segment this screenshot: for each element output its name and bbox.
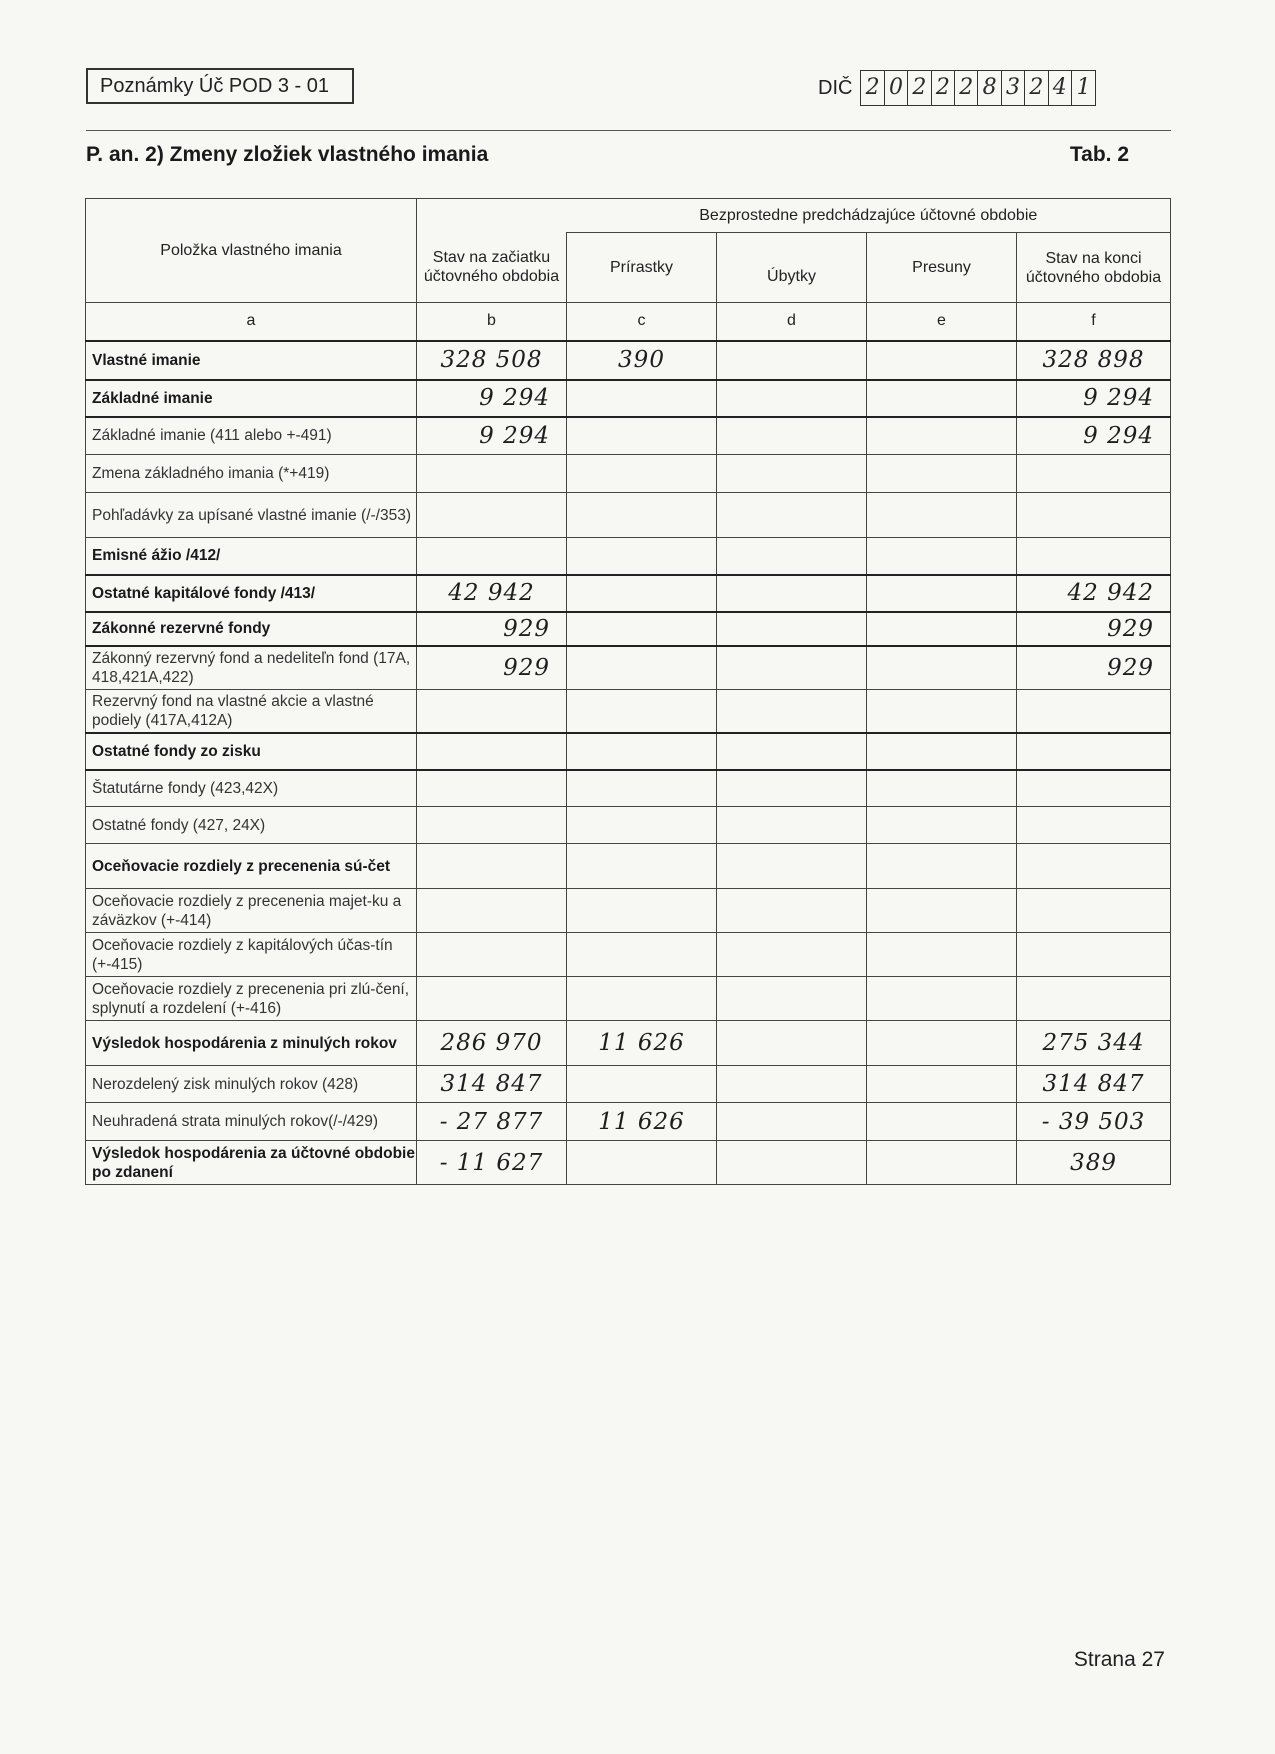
cell-reductions <box>717 612 867 646</box>
table-row <box>86 690 1171 733</box>
cell-start <box>417 770 567 807</box>
table-row <box>86 646 1171 690</box>
cell-transfers <box>867 690 1017 733</box>
cell-end: 314 847 <box>1017 1066 1171 1103</box>
cell-reductions <box>717 538 867 575</box>
row-label: Pohľadávky za upísané vlastné imanie (/-/353) <box>86 493 417 538</box>
cell-end <box>1017 977 1171 1021</box>
table-row <box>86 844 1171 889</box>
cell-reductions <box>717 1141 867 1185</box>
cell-reductions <box>717 733 867 770</box>
cell-transfers <box>867 612 1017 646</box>
header-group: Bezprostedne predchádzajúce účtovné obdobie <box>567 199 1171 233</box>
cell-start: 9 294 <box>417 380 567 417</box>
cell-additions <box>567 770 717 807</box>
cell-start <box>417 690 567 733</box>
cell-transfers <box>867 1021 1017 1066</box>
row-label: Ostatné fondy (427, 24X) <box>86 807 417 844</box>
cell-additions <box>567 612 717 646</box>
cell-reductions <box>717 770 867 807</box>
dic-digit: 0 <box>885 71 908 105</box>
dic-digit-boxes <box>860 70 1096 106</box>
cell-reductions <box>717 341 867 380</box>
cell-reductions <box>717 646 867 690</box>
table-row <box>86 933 1171 977</box>
equity-changes-table <box>85 198 1171 1185</box>
row-label: Výsledok hospodárenia z minulých rokov <box>86 1021 417 1066</box>
form-label: Poznámky Úč POD 3 - 01 <box>86 68 354 104</box>
header-start: Stav na začiatku účtovného obdobia <box>417 233 567 303</box>
row-label: Oceňovacie rozdiely z precenenia majet-ku a záväzkov (+-414) <box>86 889 417 933</box>
cell-end <box>1017 733 1171 770</box>
column-letter: e <box>867 303 1017 341</box>
cell-additions <box>567 455 717 493</box>
cell-transfers <box>867 1103 1017 1141</box>
cell-reductions <box>717 417 867 455</box>
header-end: Stav na konci účtovného obdobia <box>1017 233 1171 303</box>
cell-start <box>417 455 567 493</box>
row-label: Oceňovacie rozdiely z precenenia pri zlú-čení, splynutí a rozdelení (+-416) <box>86 977 417 1021</box>
cell-start: 9 294 <box>417 417 567 455</box>
table-row <box>86 417 1171 455</box>
row-label: Výsledok hospodárenia za účtovné obdobie po zdanení <box>86 1141 417 1185</box>
cell-end: 42 942 <box>1017 575 1171 612</box>
table-row <box>86 1021 1171 1066</box>
cell-end <box>1017 690 1171 733</box>
row-label: Ostatné fondy zo zisku <box>86 733 417 770</box>
dic-digit: 3 <box>1002 71 1025 105</box>
cell-additions <box>567 807 717 844</box>
cell-transfers <box>867 646 1017 690</box>
cell-additions <box>567 933 717 977</box>
table-row <box>86 770 1171 807</box>
cell-end: 9 294 <box>1017 380 1171 417</box>
cell-start: 42 942 <box>417 575 567 612</box>
cell-end: 275 344 <box>1017 1021 1171 1066</box>
cell-start <box>417 538 567 575</box>
table-row <box>86 455 1171 493</box>
cell-transfers <box>867 380 1017 417</box>
cell-additions <box>567 380 717 417</box>
cell-additions <box>567 889 717 933</box>
table-row <box>86 1066 1171 1103</box>
cell-end <box>1017 807 1171 844</box>
table-row <box>86 807 1171 844</box>
dic-digit: 2 <box>908 71 931 105</box>
cell-transfers <box>867 538 1017 575</box>
cell-reductions <box>717 977 867 1021</box>
cell-reductions <box>717 1021 867 1066</box>
cell-start <box>417 889 567 933</box>
cell-transfers <box>867 977 1017 1021</box>
cell-reductions <box>717 1066 867 1103</box>
row-label: Štatutárne fondy (423,42X) <box>86 770 417 807</box>
table-row <box>86 1141 1171 1185</box>
cell-transfers <box>867 417 1017 455</box>
column-letter: a <box>86 303 417 341</box>
cell-additions <box>567 1066 717 1103</box>
table-row <box>86 612 1171 646</box>
cell-transfers <box>867 807 1017 844</box>
column-letter: d <box>717 303 867 341</box>
table-row <box>86 380 1171 417</box>
row-label: Oceňovacie rozdiely z kapitálových účas-tín (+-415) <box>86 933 417 977</box>
cell-end <box>1017 889 1171 933</box>
dic-digit: 2 <box>1025 71 1048 105</box>
cell-reductions <box>717 844 867 889</box>
cell-transfers <box>867 1141 1017 1185</box>
cell-end: 929 <box>1017 646 1171 690</box>
cell-reductions <box>717 889 867 933</box>
dic-digit: 8 <box>978 71 1001 105</box>
cell-reductions <box>717 493 867 538</box>
dic-label: DIČ <box>818 76 853 99</box>
row-label: Základné imanie <box>86 380 417 417</box>
row-label: Zákonné rezervné fondy <box>86 612 417 646</box>
cell-start <box>417 733 567 770</box>
cell-end: 929 <box>1017 612 1171 646</box>
section-title: P. an. 2) Zmeny zložiek vlastného imania <box>86 143 489 166</box>
cell-additions: 390 <box>567 341 717 380</box>
cell-transfers <box>867 341 1017 380</box>
cell-end: - 39 503 <box>1017 1103 1171 1141</box>
cell-additions: 11 626 <box>567 1103 717 1141</box>
cell-end <box>1017 844 1171 889</box>
cell-end <box>1017 933 1171 977</box>
table-row <box>86 575 1171 612</box>
column-letter: f <box>1017 303 1171 341</box>
dic-digit: 2 <box>932 71 955 105</box>
dic-digit: 1 <box>1076 75 1091 100</box>
cell-additions <box>567 575 717 612</box>
row-label: Základné imanie (411 alebo +-491) <box>86 417 417 455</box>
cell-end: 389 <box>1017 1141 1171 1185</box>
cell-additions <box>567 646 717 690</box>
table-row <box>86 538 1171 575</box>
cell-transfers <box>867 493 1017 538</box>
header-additions: Prírastky <box>567 233 717 303</box>
row-label: Ostatné kapitálové fondy /413/ <box>86 575 417 612</box>
cell-reductions <box>717 690 867 733</box>
row-label: Neuhradená strata minulých rokov(/-/429) <box>86 1103 417 1141</box>
cell-end <box>1017 538 1171 575</box>
cell-start <box>417 977 567 1021</box>
cell-end: 328 898 <box>1017 341 1171 380</box>
row-label: Nerozdelený zisk minulých rokov (428) <box>86 1066 417 1103</box>
cell-additions <box>567 690 717 733</box>
cell-additions <box>567 1141 717 1185</box>
cell-additions <box>567 493 717 538</box>
cell-additions <box>567 417 717 455</box>
cell-start: 328 508 <box>417 341 567 380</box>
cell-additions <box>567 977 717 1021</box>
cell-transfers <box>867 844 1017 889</box>
cell-additions: 11 626 <box>567 1021 717 1066</box>
row-label: Oceňovacie rozdiely z precenenia sú-čet <box>86 844 417 889</box>
cell-reductions <box>717 575 867 612</box>
cell-reductions <box>717 807 867 844</box>
dic-digit: 4 <box>1049 71 1072 105</box>
cell-transfers <box>867 1066 1017 1103</box>
dic-digit: 2 <box>861 71 884 105</box>
cell-reductions <box>717 380 867 417</box>
cell-start: - 27 877 <box>417 1103 567 1141</box>
page-number: Strana 27 <box>1073 1648 1165 1671</box>
header-reductions: Úbytky <box>717 233 867 303</box>
cell-additions <box>567 844 717 889</box>
cell-transfers <box>867 770 1017 807</box>
table-row <box>86 733 1171 770</box>
table-row <box>86 341 1171 380</box>
cell-additions <box>567 733 717 770</box>
row-label: Vlastné imanie <box>86 341 417 380</box>
row-label: Rezervný fond na vlastné akcie a vlastné podiely (417A,412A) <box>86 690 417 733</box>
cell-reductions <box>717 455 867 493</box>
cell-end: 9 294 <box>1017 417 1171 455</box>
cell-start: 929 <box>417 646 567 690</box>
table-label: Tab. 2 <box>1069 143 1129 166</box>
cell-start: 286 970 <box>417 1021 567 1066</box>
header-transfers: Presuny <box>867 233 1017 303</box>
row-label: Zákonný rezervný fond a nedeliteľn fond (17A, 418,421A,422) <box>86 646 417 690</box>
table-row <box>86 977 1171 1021</box>
cell-start <box>417 807 567 844</box>
cell-end <box>1017 455 1171 493</box>
header-divider <box>86 130 1171 131</box>
cell-start: - 11 627 <box>417 1141 567 1185</box>
table-row <box>86 889 1171 933</box>
cell-transfers <box>867 455 1017 493</box>
cell-start: 314 847 <box>417 1066 567 1103</box>
cell-end <box>1017 493 1171 538</box>
row-label: Emisné ážio /412/ <box>86 538 417 575</box>
cell-transfers <box>867 575 1017 612</box>
header-item: Položka vlastného imania <box>86 199 417 303</box>
cell-start <box>417 933 567 977</box>
table-row <box>86 493 1171 538</box>
table-row <box>86 1103 1171 1141</box>
column-letter: c <box>567 303 717 341</box>
cell-reductions <box>717 1103 867 1141</box>
dic-digit: 2 <box>955 71 978 105</box>
cell-start <box>417 844 567 889</box>
cell-start <box>417 493 567 538</box>
cell-transfers <box>867 733 1017 770</box>
cell-start: 929 <box>417 612 567 646</box>
cell-reductions <box>717 933 867 977</box>
dic-field <box>818 70 1096 106</box>
cell-transfers <box>867 889 1017 933</box>
row-label: Zmena základného imania (*+419) <box>86 455 417 493</box>
cell-transfers <box>867 933 1017 977</box>
cell-additions <box>567 538 717 575</box>
column-letter: b <box>417 303 567 341</box>
cell-end <box>1017 770 1171 807</box>
